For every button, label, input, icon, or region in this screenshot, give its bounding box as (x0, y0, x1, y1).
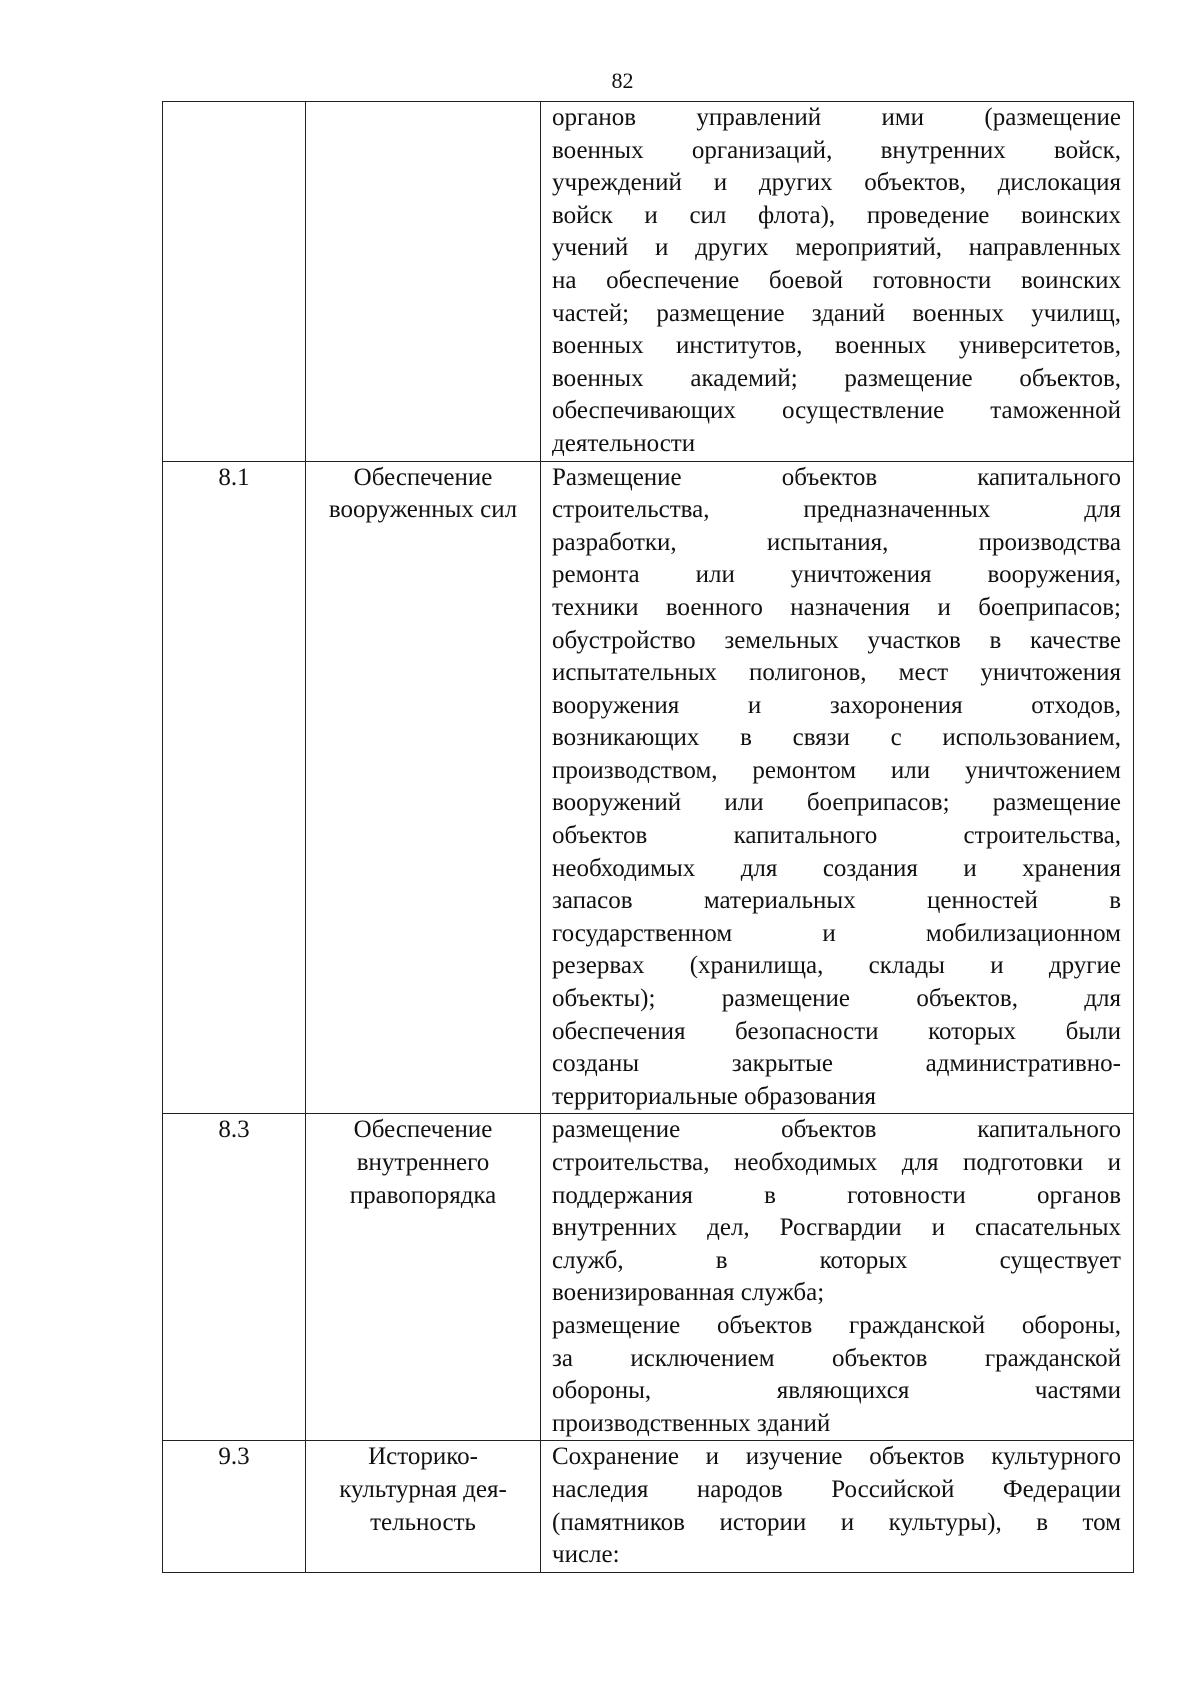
row-description-line: государственном и мобилизационном (552, 919, 1121, 947)
row-description-line: военных академий; размещение объектов, (552, 364, 1121, 392)
row-description-line: территориальные образования (552, 1082, 876, 1110)
row-name-cell (306, 102, 541, 462)
table-row (163, 102, 1134, 462)
table-row (163, 1441, 1134, 1572)
row-description-line: Размещение объектов капитального (552, 463, 1121, 491)
row-name-line: правопорядка (349, 1181, 497, 1209)
row-description-line: техники военного назначения и боеприпасов; (552, 593, 1121, 621)
row-description-line: учений и других мероприятий, направленных (552, 234, 1121, 262)
row-description-line: войск и сил флота), проведение воинских (552, 201, 1121, 229)
row-name-cell (306, 1441, 541, 1572)
row-description-line: производством, ремонтом или уничтожением (552, 756, 1121, 784)
row-description-line: обеспечивающих осуществление таможенной (552, 397, 1121, 425)
row-name-line: Обеспечение (353, 463, 493, 491)
row-description-line: строительства, необходимых для подготовки и (552, 1149, 1121, 1176)
row-description-line: запасов материальных ценностей в (552, 887, 1121, 915)
row-description-line: частей; размещение зданий военных училищ, (552, 299, 1121, 327)
row-description-line: вооружений или боеприпасов; размещение (552, 789, 1121, 817)
row-description-cell (541, 1114, 1134, 1441)
row-description-line: числе: (552, 1541, 620, 1569)
row-description-line: деятельности (552, 429, 696, 457)
row-name-line: вооруженных сил (328, 496, 518, 524)
row-description-line: объекты); размещение объектов, для (552, 985, 1121, 1013)
row-description-line: резервах (хранилища, склады и другие (552, 952, 1121, 980)
row-description-cell (541, 1441, 1134, 1572)
row-description-line: размещение объектов гражданской обороны, (552, 1311, 1121, 1339)
row-description-line: производственных зданий (552, 1409, 831, 1437)
row-description-line: военизированная служба; (552, 1279, 825, 1307)
row-name-line: Обеспечение (353, 1116, 493, 1144)
row-description-line: необходимых для создания и хранения (552, 854, 1121, 882)
row-description-line: созданы закрытые административно- (552, 1050, 1121, 1078)
row-description-line: вооружения и захоронения отходов, (552, 691, 1121, 719)
row-description-line: служб, в которых существует (552, 1246, 1121, 1274)
row-description-line: обороны, являющихся частями (552, 1377, 1121, 1405)
row-description-line: возникающих в связи с использованием, (552, 724, 1121, 752)
row-description-line: объектов капитального строительства, (552, 822, 1121, 850)
row-description-line: обеспечения безопасности которых были (552, 1017, 1121, 1045)
row-code-cell: 8.3 (163, 1114, 306, 1441)
row-description-line: ремонта или уничтожения вооружения, (552, 561, 1121, 589)
row-code-cell (163, 102, 306, 462)
row-description-line: Сохранение и изучение объектов культурного (552, 1443, 1121, 1471)
row-description-line: (памятников истории и культуры), в том (552, 1508, 1121, 1536)
row-description-line: наследия народов Российской Федерации (552, 1475, 1121, 1503)
row-name-line: культурная дея- (339, 1475, 507, 1503)
land-use-table (162, 101, 1134, 1573)
row-description-line: обустройство земельных участков в качестве (552, 626, 1121, 654)
row-description-line: военных организаций, внутренних войск, (552, 136, 1121, 164)
table-row (163, 1114, 1134, 1441)
row-name-line: Историко- (368, 1443, 478, 1471)
row-description-line: за исключением объектов гражданской (552, 1344, 1121, 1372)
table-row (163, 461, 1134, 1114)
row-description-line: на обеспечение боевой готовности воинских (552, 266, 1121, 294)
row-name-line: тельность (370, 1508, 476, 1536)
row-description-line: испытательных полигонов, мест уничтожения (552, 659, 1121, 687)
table-body (163, 102, 1134, 1573)
row-description-cell (541, 461, 1134, 1114)
row-description-line: военных институтов, военных университетов, (552, 332, 1121, 360)
row-description-line: разработки, испытания, производства (552, 528, 1121, 556)
row-name-line: внутреннего (356, 1149, 490, 1176)
row-name-cell (306, 1114, 541, 1441)
row-description-line: строительства, предназначенных для (552, 496, 1121, 524)
row-description-line: органов управлений ими (размещение (552, 104, 1121, 131)
row-description-line: внутренних дел, Росгвардии и спасательных (552, 1214, 1121, 1242)
page-number: 82 (611, 68, 634, 93)
row-code-cell: 8.1 (163, 461, 306, 1114)
row-name-cell (306, 461, 541, 1114)
row-description-line: поддержания в готовности органов (552, 1181, 1121, 1209)
row-description-line: учреждений и других объектов, дислокация (552, 169, 1121, 197)
row-description-cell (541, 102, 1134, 462)
row-code-cell: 9.3 (163, 1441, 306, 1572)
row-description-line: размещение объектов капитального (552, 1116, 1121, 1144)
